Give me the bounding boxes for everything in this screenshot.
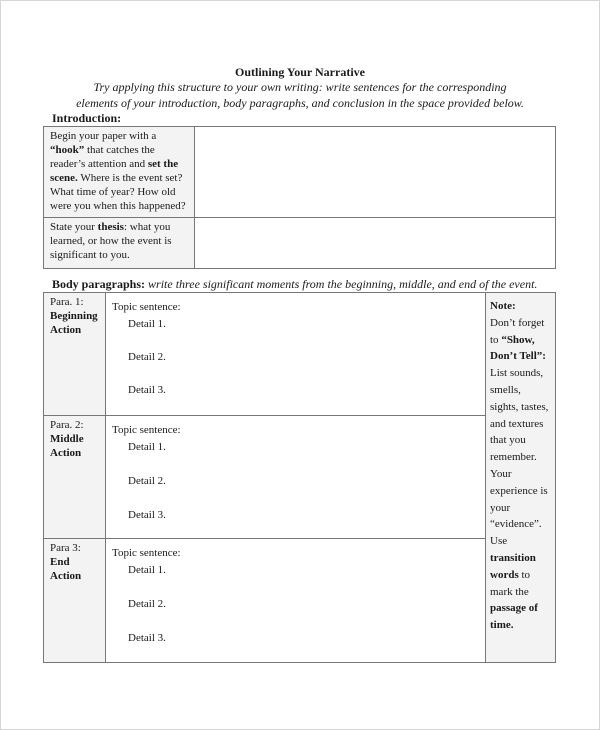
note-line-3 [490, 332, 551, 349]
note-sidebar [485, 292, 556, 663]
note-line-11: Your [490, 467, 512, 480]
introduction-heading: Introduction: [52, 111, 122, 125]
thesis-term: thesis [97, 221, 124, 233]
hook-line-4-rest: Where is the event set? [77, 172, 183, 184]
para-1-detail-3: Detail 3. [128, 384, 166, 396]
thesis-line-3: significant to you. [50, 249, 130, 261]
note-line-18: mark the [490, 585, 529, 598]
note-passage-term: passage of [490, 602, 538, 615]
note-words-term: words [490, 568, 519, 581]
hook-line-1: Begin your paper with a [50, 130, 157, 142]
note-title: Note: [490, 300, 516, 312]
para-2-detail-1: Detail 1. [128, 441, 166, 453]
note-line-7: sights, tastes, [490, 400, 549, 413]
body-paragraphs-heading [52, 277, 537, 292]
para-2-name-1: Middle [50, 433, 84, 445]
instructions-line-1: Try applying this structure to your own writing: write sentences for the corresponding [93, 80, 507, 94]
body-heading-instructions: write three significant moments from the beginning, middle, and end of the event. [145, 277, 538, 291]
note-show-term: “Show, [501, 333, 535, 346]
body-heading-label: Body paragraphs: [52, 277, 146, 291]
para-2-topic-sentence: Topic sentence: [112, 424, 181, 436]
para-3-topic-sentence: Topic sentence: [112, 547, 181, 559]
para-2-detail-3: Detail 3. [128, 509, 166, 521]
intro-thesis-answer-area[interactable] [194, 217, 556, 269]
hook-line-6: were you when this happened? [50, 200, 186, 212]
intro-thesis-prompt [43, 217, 195, 269]
para-1-topic-sentence: Topic sentence: [112, 301, 181, 313]
hook-line-3-text: reader’s attention and [50, 158, 148, 170]
hook-line-2-rest: that catches the [84, 144, 155, 156]
para-3-name-2: Action [50, 570, 82, 582]
para-3-label: Para 3: [50, 542, 81, 554]
note-line-10: remember. [490, 451, 537, 464]
para-2-label-cell [43, 415, 106, 539]
thesis-line-1 [50, 220, 188, 234]
para-3-detail-2: Detail 2. [128, 598, 166, 610]
para-1-label-cell [43, 292, 106, 416]
note-line-12: experience is [490, 484, 548, 497]
note-line-9: that you [490, 434, 526, 447]
hook-line-4 [50, 171, 188, 185]
note-line-17-rest: to [518, 568, 531, 581]
note-time-term: time. [490, 619, 514, 632]
note-line-14: “evidence”. [490, 518, 542, 531]
thesis-line-1-rest: : what you [123, 221, 171, 233]
scene-term: scene. [50, 172, 78, 184]
note-line-17 [490, 567, 551, 584]
para-1-detail-1: Detail 1. [128, 318, 166, 330]
intro-hook-answer-area[interactable] [194, 126, 556, 218]
para-3-detail-1: Detail 1. [128, 564, 166, 576]
para-2-label: Para. 2: [50, 419, 84, 431]
page-title: Outlining Your Narrative [234, 65, 365, 79]
hook-line-5: What time of year? How old [50, 186, 176, 198]
note-dont-tell-term: Don’t Tell”: [490, 350, 546, 363]
para-1-name-1: Beginning [50, 310, 98, 322]
note-line-2: Don’t forget [490, 316, 545, 329]
para-3-detail-3: Detail 3. [128, 632, 166, 644]
thesis-line-2: learned, or how the event is [50, 235, 172, 247]
note-transition-term: transition [490, 551, 536, 564]
para-3-label-cell [43, 538, 106, 663]
hook-line-2 [50, 143, 188, 157]
para-3-content-cell[interactable] [105, 538, 486, 663]
para-3-name-1: End [50, 556, 70, 568]
hook-line-3 [50, 157, 188, 171]
hook-term: “hook” [50, 144, 85, 156]
intro-hook-prompt [43, 126, 195, 218]
note-line-13: your [490, 501, 511, 514]
instructions-line-2: elements of your introduction, body paragraphs, and conclusion in the space provided below. [76, 96, 524, 110]
note-line-15: Use [490, 535, 508, 548]
para-1-name-2: Action [50, 324, 82, 336]
para-2-content-cell[interactable] [105, 415, 486, 539]
note-line-6: smells, [490, 383, 521, 396]
set-the-term: set the [147, 158, 179, 170]
para-1-content-cell[interactable] [105, 292, 486, 416]
note-line-5: List sounds, [490, 367, 544, 380]
thesis-line-1-text: State your [50, 221, 98, 233]
note-line-3-text: to [490, 333, 502, 346]
para-2-name-2: Action [50, 447, 82, 459]
para-2-detail-2: Detail 2. [128, 475, 166, 487]
note-line-8: and textures [490, 417, 544, 430]
para-1-detail-2: Detail 2. [128, 351, 166, 363]
para-1-label: Para. 1: [50, 296, 84, 308]
